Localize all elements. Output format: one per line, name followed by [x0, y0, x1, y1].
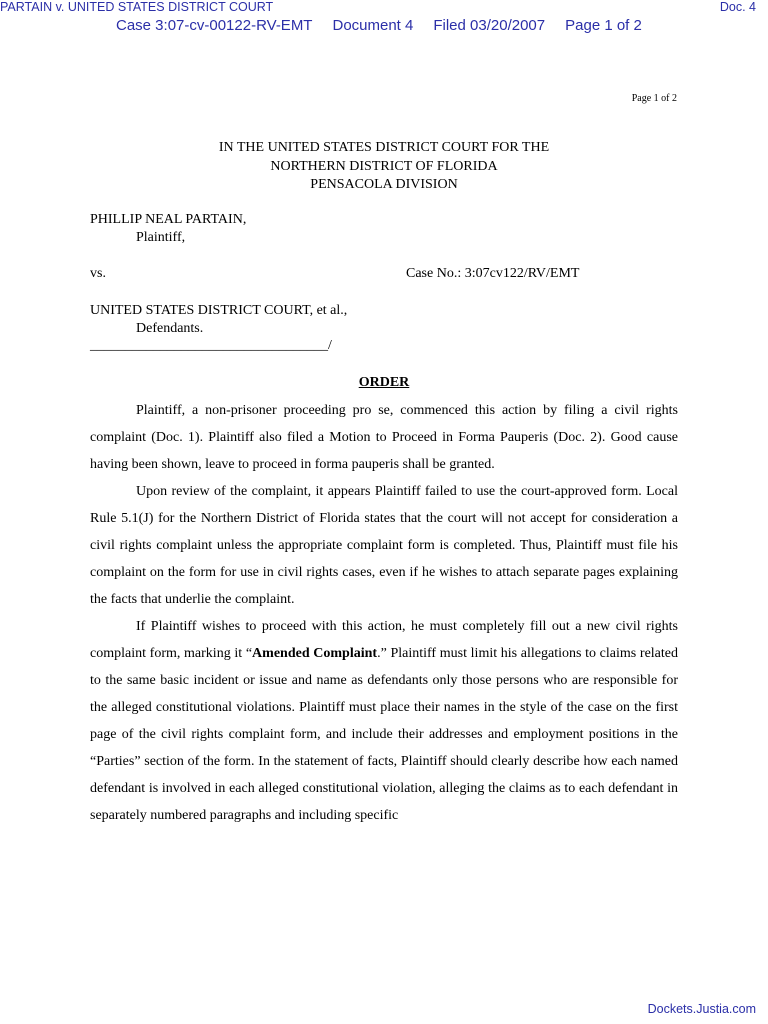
court-heading-line-2: NORTHERN DISTRICT OF FLORIDA: [270, 158, 498, 174]
paragraph-3: [90, 613, 678, 829]
court-heading: [0, 139, 768, 195]
caption-signature-line: __________________________________/: [90, 338, 332, 353]
paragraph-3-text-a: If Plaintiff wishes to proceed with this action, he must completely fill out a new civil rights complaint form, marking it “: [90, 619, 678, 661]
paragraph-3-text-b: .” Plaintiff must limit his allegations to claims related to the same basic incident or issue and name as defendants only those persons who are responsible for the alleged constitutional violations. Plaintiff must place their names in the style of the case on the first page of the civil rights complaint form, and include their addresses and employment positions in the “Parties” section of the form. In the statement of facts, Plaintiff should clearly describe how each named defendant is involved in each alleged constitutional violation, alleging the claims as to each defendant in separately numbered paragraphs and including specific: [90, 646, 678, 823]
page-number: Page 1 of 2: [631, 93, 677, 104]
justia-footer-link[interactable]: Dockets.Justia.com: [647, 1002, 756, 1016]
stamp-case-number: Case 3:07-cv-00122-RV-EMT: [116, 17, 313, 34]
stamp-document: Document 4: [332, 17, 414, 34]
defendant-name: UNITED STATES DISTRICT COURT, et al.,: [90, 303, 348, 318]
court-heading-line-1: IN THE UNITED STATES DISTRICT COURT FOR THE: [218, 140, 550, 155]
document-label: Doc. 4: [719, 0, 756, 14]
filing-stamp: [116, 17, 662, 34]
amended-complaint-emphasis: Amended Complaint: [252, 646, 378, 661]
paragraph-2: Upon review of the complaint, it appears Plaintiff failed to use the court-approved form. Local Rule 5.1(J) for the Northern District of Florida states that the court will not accept for consideration a civil rights complaint unless the appropriate complaint form is completed. Thus, Plaintiff must file his complaint on the form for use in civil rights cases, even if he wishes to attach separate pages explaining the facts that underlie the complaint.: [90, 484, 678, 607]
court-heading-line-3: PENSACOLA DIVISION: [310, 177, 458, 192]
plaintiff-role: Plaintiff,: [136, 230, 186, 245]
case-title-link[interactable]: PARTAIN v. UNITED STATES DISTRICT COURT: [0, 0, 274, 14]
versus: vs.: [90, 266, 106, 281]
plaintiff-name: PHILLIP NEAL PARTAIN,: [90, 212, 247, 227]
paragraph-1: Plaintiff, a non-prisoner proceeding pro se, commenced this action by filing a civil rights complaint (Doc. 1). Plaintiff also filed a Motion to Proceed in Forma Pauperis (Doc. 2). Good cause having been shown, leave to proceed in forma pauperis shall be granted.: [90, 403, 678, 472]
case-number: Case No.: 3:07cv122/RV/EMT: [406, 266, 580, 281]
stamp-page: Page 1 of 2: [565, 17, 642, 34]
order-title: ORDER: [358, 375, 410, 390]
defendant-role: Defendants.: [136, 321, 204, 336]
stamp-filed-date: Filed 03/20/2007: [433, 17, 546, 34]
